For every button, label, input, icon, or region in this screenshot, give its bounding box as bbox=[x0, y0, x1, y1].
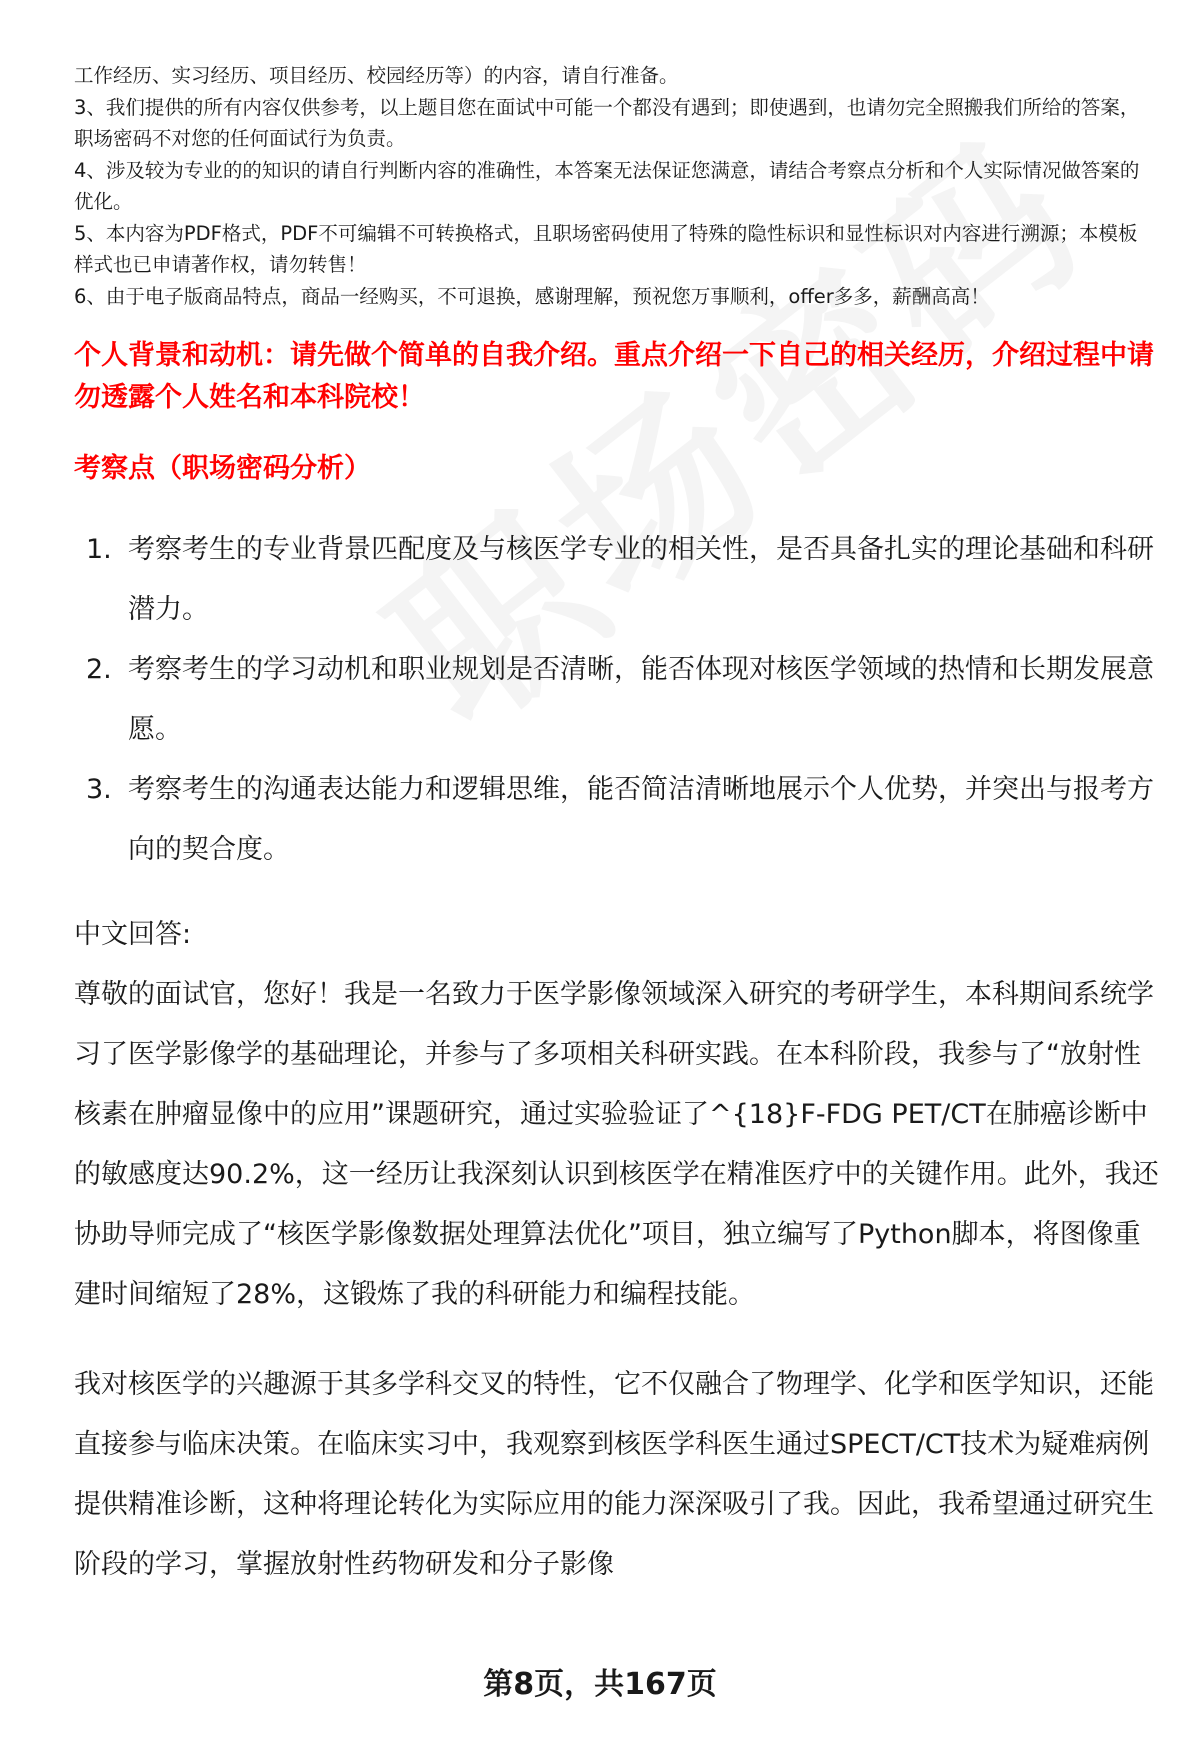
analysis-item-text: 考察考生的学习动机和职业规划是否清晰，能否体现对核医学领域的热情和长期发展意愿。 bbox=[128, 654, 1154, 745]
page-number: 第8页，共167页 bbox=[483, 1667, 717, 1702]
note-line: 4、涉及较为专业的的知识的请自行判断内容的准确性，本答案无法保证您满意，请结合考察点分析和个人实际情况做答案的优化。 bbox=[74, 158, 1140, 213]
analysis-item-text: 考察考生的沟通表达能力和逻辑思维，能否简洁清晰地展示个人优势，并突出与报考方向的契合度。 bbox=[128, 774, 1154, 865]
note-line: 3、我们提供的所有内容仅供参考，以上题目您在面试中可能一个都没有遇到；即使遇到，也请勿完全照搬我们所给的答案，职场密码不对您的任何面试行为负责。 bbox=[74, 95, 1140, 150]
analysis-item bbox=[74, 760, 1154, 880]
analysis-item bbox=[74, 640, 1154, 760]
analysis-item-number: 3. bbox=[86, 774, 112, 805]
analysis-item bbox=[74, 520, 1154, 640]
question-heading: 个人背景和动机：请先做个简单的自我介绍。重点介绍一下自己的相关经历，介绍过程中请勿透露个人姓名和本科院校！ bbox=[74, 340, 1154, 413]
note-line: 5、本内容为PDF格式，PDF不可编辑不可转换格式，且职场密码使用了特殊的隐性标识和显性标识对内容进行溯源；本模板样式也已申请著作权，请勿转售！ bbox=[74, 221, 1138, 276]
analysis-item-number: 2. bbox=[86, 654, 112, 685]
notes-section bbox=[74, 60, 1154, 312]
note-line: 工作经历、实习经历、项目经历、校园经历等）的内容，请自行准备。 bbox=[74, 64, 679, 87]
analysis-heading: 考察点（职场密码分析） bbox=[74, 453, 371, 484]
answer-paragraph: 尊敬的面试官，您好！我是一名致力于医学影像领域深入研究的考研学生，本科期间系统学习了医学影像学的基础理论，并参与了多项相关科研实践。在本科阶段，我参与了“放射性核素在肿瘤显像中的应用”课题研究，通过实验验证了^{18}F-FDG PET/CT在肺癌诊断中的敏感度达90.2%，这一经历让我深刻认识到核医学在精准医疗中的关键作用。此外，我还协助导师完成了“核医学影像数据处理算法优化”项目，独立编写了Python脚本，将图像重建时间缩短了28%，这锻炼了我的科研能力和编程技能。 bbox=[74, 979, 1159, 1310]
paragraph-gap bbox=[74, 1325, 1159, 1355]
analysis-item-number: 1. bbox=[86, 534, 112, 565]
note-line: 6、由于电子版商品特点，商品一经购买，不可退换，感谢理解，预祝您万事顺利，offer多多，薪酬高高！ bbox=[74, 284, 990, 308]
answer-paragraph: 我对核医学的兴趣源于其多学科交叉的特性，它不仅融合了物理学、化学和医学知识，还能直接参与临床决策。在临床实习中，我观察到核医学科医生通过SPECT/CT技术为疑难病例提供精准诊断，这种将理论转化为实际应用的能力深深吸引了我。因此，我希望通过研究生阶段的学习，掌握放射性药物研发和分子影像 bbox=[74, 1369, 1154, 1580]
answer-section bbox=[74, 905, 1159, 1595]
analysis-item-text: 考察考生的专业背景匹配度及与核医学专业的相关性，是否具备扎实的理论基础和科研潜力。 bbox=[128, 534, 1154, 625]
answer-label: 中文回答: bbox=[74, 919, 192, 950]
analysis-list bbox=[74, 520, 1154, 880]
